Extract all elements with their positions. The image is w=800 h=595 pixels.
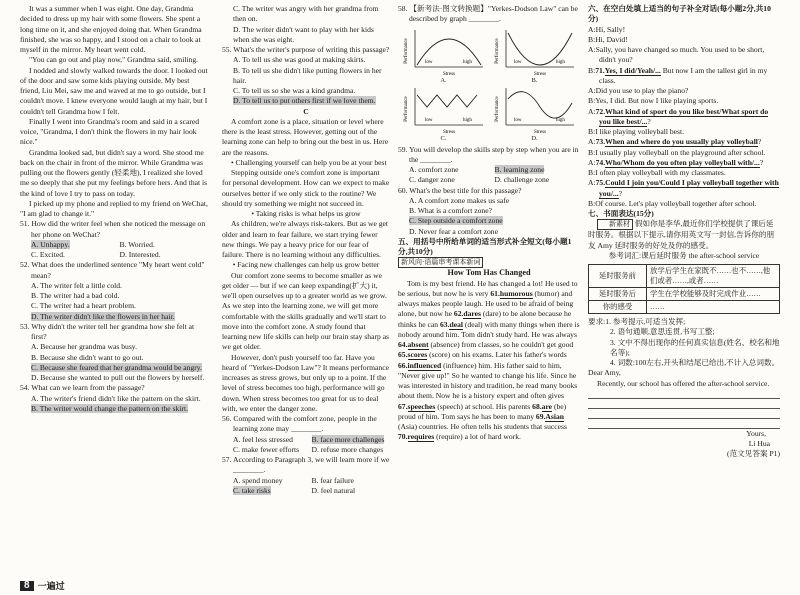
q59-option-b[interactable]: B. learning zone — [494, 165, 545, 174]
column-3 — [398, 4, 580, 443]
dialog-text: Hi, Sally! — [595, 24, 626, 34]
dialog-text: Sally, you have changed so much. You used to be short, didn't you? — [595, 45, 765, 65]
cloze-number: 68. — [532, 401, 542, 411]
dialog-speaker: B: — [588, 65, 596, 75]
page-number: 8 — [20, 581, 34, 591]
dialog-line — [588, 96, 780, 106]
q59-option-d[interactable]: D. challenge zone — [494, 175, 550, 185]
q51-option-c[interactable]: C. Excited. — [31, 250, 65, 259]
dialog-text: Yes, I did. But now I like playing sports. — [595, 96, 719, 106]
q54-option-a[interactable]: A. The writer's friend didn't like the pattern on the skirt. — [31, 393, 201, 403]
row-value: …… — [647, 301, 780, 314]
writing-req-2: 2. 语句通顺,意思连贯,书写工整; — [610, 327, 715, 337]
dialog-speaker: A: — [588, 86, 596, 95]
writing-line[interactable] — [588, 399, 780, 409]
graph-a-low: low — [424, 59, 432, 65]
q51-option-a[interactable]: A. Unhappy. — [31, 239, 70, 249]
dialog-speaker: A: — [588, 137, 596, 147]
cloze-answer-input[interactable]: are — [541, 401, 553, 411]
cloze-answer-input[interactable]: deal — [449, 319, 463, 329]
graph-a-xlabel: Stress — [442, 71, 455, 77]
dialog-text: Hi, David! — [595, 34, 628, 44]
q55-option-c[interactable]: C. To tell us so she was a kind grandma. — [233, 86, 356, 95]
dialog-number: 71. — [595, 65, 605, 75]
q59-options-2 — [398, 175, 580, 185]
cloze-number: 70. — [398, 432, 408, 442]
q53-option-b[interactable]: B. Because she didn't want to go out. — [31, 352, 144, 362]
q59-option-c[interactable]: C. danger zone — [409, 175, 455, 185]
graph-b[interactable] — [489, 27, 580, 85]
cloze-number: 66. — [398, 360, 408, 370]
cloze-text: (be) proud of him. Tom says he has been to many — [398, 401, 567, 421]
graph-b-label: B. — [531, 76, 538, 84]
passage-c-p5: However, don't push yourself too far. Have you heard of "Yerkes-Dodson Law"? It means performance increases as stress grows, but only up to a point. If the level of stress becomes too high, performance will go down. When stress becomes too great for us to deal with, we enter the danger zone. — [222, 352, 389, 413]
q58-stem: 58. 【新考法·图文转换题】"Yerkes-Dodson Law" can be described by graph ________. — [398, 4, 578, 24]
dialog-number: 74. — [595, 157, 606, 167]
dialog-speaker: B: — [588, 198, 596, 208]
dialog-answer-input[interactable]: Yes, I did/Yeah/... — [604, 65, 661, 75]
q52-option-b[interactable]: B. The writer had a bad cold. — [31, 291, 120, 300]
q54-option-b[interactable]: B. The writer would change the pattern on the skirt. — [31, 403, 188, 413]
letter-close-1: Yours, — [746, 428, 766, 438]
cloze-number: 69. — [535, 411, 546, 421]
cloze-answer-input[interactable]: dares — [463, 309, 481, 319]
graph-d[interactable] — [489, 85, 580, 143]
cloze-answer-input[interactable]: Asian — [545, 411, 564, 421]
dialog-line — [588, 66, 780, 87]
q57-stem: 57. According to Paragraph 3, we will learn more if we ________. — [222, 455, 390, 475]
graph-b-xlabel: Stress — [533, 71, 546, 77]
cloze-title: How Tom Has Changed — [447, 268, 531, 278]
cloze-text: (dare) to be alone because he thinks he can — [398, 309, 572, 329]
graph-c[interactable] — [398, 85, 489, 143]
cloze-text: (require) a lot of hard work. — [434, 432, 521, 442]
dialog-speaker: A: — [588, 106, 596, 116]
dialog-text: I like playing volleyball best. — [595, 127, 684, 136]
q53-stem: 53. Why didn't the writer tell her grandma how she felt at first? — [20, 321, 195, 341]
brand-logo: 一遍过 — [37, 580, 65, 591]
section-5-tag-row — [398, 257, 580, 268]
q59-stem: 59. You will develop the skills step by step when you are in the ________. — [398, 144, 579, 164]
q60-option-d[interactable]: D. Never fear a comfort zone — [409, 226, 498, 236]
q55-stem: 55. What's the writer's purpose of writing this passage? — [222, 45, 390, 54]
dialog-answer-input[interactable]: When and where do you usually play volleyball — [605, 137, 758, 147]
graph-a[interactable] — [398, 27, 489, 85]
dialog-speaker: B: — [588, 34, 596, 44]
q52-stem: 52. What does the underlined sentence "My heart went cold" mean? — [20, 260, 205, 280]
q55-option-b[interactable]: B. To tell us she didn't like putting flowers in her hair. — [233, 65, 382, 85]
cloze-text: (speech) at school. His parents — [435, 401, 533, 411]
row-value: 放学后学生在家既不……也不……,他们或者……,或者…… — [647, 265, 780, 288]
q55-option-d[interactable]: D. To tell us to put others first if we love them. — [233, 96, 376, 106]
cloze-number: 64. — [398, 340, 408, 349]
table-row — [589, 301, 780, 314]
section-c-heading: C — [303, 106, 309, 116]
writing-line[interactable] — [588, 409, 780, 419]
cloze-text: (influence) him. His father said to him, "Never give up!" So he wanted to change his life. Since he was interested in history and tradition, he read many books about them. Now he is a history expert and often gives — [398, 360, 578, 401]
writing-refer: 参考词汇:课后延时服务 the after-school service — [608, 250, 760, 260]
q56-options-2 — [222, 445, 390, 455]
table-row — [589, 288, 780, 301]
q51-options — [20, 240, 208, 250]
dialog-line — [588, 107, 780, 128]
dialog-text: ? — [759, 157, 764, 167]
writing-prompt-text: 假如你是李华,最近你们学校提供了课后延时服务。根据以下提示,请你用英文写一封信,告诉你的朋友 Amy 延时服务的好处及你的感受。 — [588, 219, 775, 250]
dialog-line — [588, 127, 780, 137]
q57-option-c[interactable]: C. take risks — [233, 485, 271, 495]
dialog-speaker: B: — [588, 96, 596, 106]
q57-options — [222, 476, 390, 486]
graph-b-low: low — [513, 59, 521, 65]
dialog-number: 75. — [595, 178, 606, 188]
writing-prompt — [588, 219, 780, 251]
cloze-text: Tom is my best friend. He has changed a lot! He used to be serious, but now he is very — [398, 278, 578, 298]
graph-b-ylabel: Performance — [494, 37, 500, 64]
q57-option-b[interactable]: B. fear failure — [311, 475, 354, 485]
graph-d-high: high — [555, 117, 565, 123]
letter-first-line: Recently, our school has offered the after-school service. — [597, 378, 770, 388]
dialog-text: I usually play volleyball on the playground after school. — [595, 147, 766, 157]
cloze-passage — [398, 279, 580, 443]
q53-option-d[interactable]: D. Because she wanted to pull out the flowers by herself. — [31, 373, 205, 382]
dialog-line — [588, 86, 780, 96]
section-5-tag: 新风向·语篇串考课本新词 — [398, 257, 483, 268]
q51-options-2 — [20, 250, 208, 260]
section-6-heading: 六、在空白处填上适当的句子补全对话(每小题2分,共10分) — [588, 4, 771, 24]
cloze-number: 62. — [453, 309, 464, 319]
q60-option-a[interactable]: A. A comfort zone makes us safe — [409, 195, 510, 205]
writing-req-4: 4. 词数:100左右,开头和结尾已给出,不计入总词数。 — [610, 358, 780, 367]
q53-option-a[interactable]: A. Because her grandma was busy. — [31, 342, 137, 352]
cloze-answer-input[interactable]: influenced — [407, 360, 442, 370]
cloze-number: 65. — [398, 350, 408, 360]
column-1 — [20, 4, 208, 414]
row-value: 学生在学校能够及时完成作业…… — [647, 288, 780, 301]
dialog-line — [588, 137, 780, 147]
dialog-line — [588, 178, 780, 199]
writing-req-3: 3. 文中不得出现你的任何真实信息(姓名、校名和地名等); — [610, 337, 780, 357]
dialog-line — [588, 148, 780, 158]
graph-d-ylabel: Performance — [494, 95, 500, 122]
passage-c-p4: Our comfort zone seems to become smaller as we get older — but if we can keep expanding(扩大) it, we'll open ourselves up to a greater world as we grow. As we step into the learning zone, we will get more comfortable with the skills gradually and we'll start to move into the comfort zone. A study found that learning new life skills can help our brain stay sharp as we get older. — [222, 270, 390, 352]
graph-d-xlabel: Stress — [533, 129, 546, 135]
q53-option-c[interactable]: C. Because she feared that her grandma would be angry. — [31, 362, 202, 372]
writing-line[interactable] — [588, 389, 780, 399]
dialog-line — [588, 158, 780, 168]
graph-d-label: D. — [531, 134, 538, 142]
dialog-speaker: A: — [588, 178, 596, 188]
q56-options — [222, 435, 390, 445]
passage-c-point3: • Facing new challenges can help us grow better — [232, 260, 380, 270]
cloze-number: 67. — [398, 401, 408, 411]
dialog-speaker: A: — [588, 157, 596, 167]
q57-option-a[interactable]: A. spend money — [233, 475, 283, 485]
passage-b-p2: "You can go out and play now," Grandma said, smiling. — [29, 55, 199, 65]
passage-c-point2: • Taking risks is what helps us grow — [251, 209, 361, 218]
q56-option-a[interactable]: A. feel less stressed — [233, 434, 293, 444]
row-key: 延时服务前 — [589, 265, 647, 288]
passage-b-p1: It was a summer when I was eight. One day, Grandma decided to dress up my hair with some flowers. She spent a long time on it, and she enjoyed doing that. When Grandma finished, she was so happy, and I stood on a chair to look at myself in the mirror. My heart went cold. — [20, 4, 202, 54]
q56-option-c[interactable]: C. make fewer efforts — [233, 444, 300, 454]
cloze-number: 63. — [439, 319, 450, 329]
cloze-answer-input[interactable]: requires — [407, 432, 435, 442]
cloze-text: (deal) with many things when there is nobody around him. Tom didn't study hard. He was always — [398, 319, 580, 339]
cloze-number: 61. — [490, 288, 500, 298]
dialog-number: 73. — [595, 137, 606, 147]
dialog-answer-input[interactable]: Who/Whom do you often play volleyball with/... — [605, 157, 760, 167]
dialog-line — [588, 45, 780, 66]
dialog-line — [588, 168, 780, 178]
q59-option-a[interactable]: A. comfort zone — [409, 165, 459, 174]
passage-c-p3: As children, we're always risk-takers. But as we get older and learn to fear failure, we start trying fewer new things. We pay a heavy price for our fear of failure. There is no learning without any difficulties. — [222, 219, 388, 259]
row-key: 你的感受 — [589, 301, 647, 314]
answer-ref: (范文见答案 P1) — [727, 449, 780, 459]
q58-graphs — [398, 27, 580, 143]
dialog-text: ? — [647, 116, 651, 126]
graph-b-high: high — [555, 59, 565, 65]
cloze-text: (Asia) countries. He often tells his students that success — [398, 422, 567, 431]
q56-option-b[interactable]: B. face more challenges — [311, 434, 385, 444]
cloze-text: (humor) and always makes people laugh. He used to be afraid of being alone, but now he — [398, 288, 574, 319]
passage-b-p5: Grandma looked sad, but didn't say a word. She stood me back on the chair in front of the mirror. While Grandma was pulling out the flowers gently (轻柔地), I realized she loved me so deeply that she put my feelings before hers. And that is the kind of love I try to pass on today. — [20, 147, 208, 198]
q57-option-d[interactable]: D. feel natural — [311, 485, 356, 495]
dialog-text: Of course. Let's play volleyball together after school. — [595, 198, 757, 208]
graph-c-low: low — [424, 117, 432, 123]
q54-option-c[interactable]: C. The writer was angry with her grandma from then on. — [233, 4, 379, 24]
q52-option-a[interactable]: A. The writer felt a little cold. — [31, 280, 122, 290]
graph-a-label: A. — [440, 76, 447, 84]
table-row — [589, 265, 780, 288]
dialog-speaker: B: — [588, 147, 596, 157]
graph-d-low: low — [513, 117, 521, 123]
dialog-number: 72. — [595, 106, 606, 116]
q54-stem: 54. What can we learn from the passage? — [20, 383, 145, 393]
dialog-text: But now I am the tallest girl in my class. — [599, 65, 768, 85]
dialog-text: I often play volleyball with my classmates. — [595, 168, 726, 177]
q51-stem: 51. How did the writer feel when she noticed the message on her phone on WeChat? — [20, 219, 206, 239]
dialog-answer-input[interactable]: Could I join you/Could I play volleyball together with you/... — [599, 178, 779, 198]
dialog-line — [588, 35, 780, 45]
passage-b-p6: I picked up my phone and replied to my friend on WeChat, "I am glad to change it." — [20, 198, 208, 218]
graph-a-ylabel: Performance — [403, 37, 409, 64]
section-5-heading: 五、用括号中所给单词的适当形式补全短文(每小题1分,共10分) — [398, 236, 572, 256]
writing-line[interactable] — [588, 419, 780, 429]
section-7-heading: 七、书面表达(15分) — [588, 209, 654, 218]
q57-options-2 — [222, 486, 390, 496]
q59-options — [398, 165, 580, 175]
q56-stem: 56. Compared with the comfort zone, people in the learning zone may ________. — [222, 414, 377, 434]
column-4 — [588, 4, 780, 460]
graph-c-high: high — [462, 117, 472, 123]
cloze-text: (absence) from classes, so he couldn't get good — [428, 340, 574, 349]
q55-option-a[interactable]: A. To tell us she was good at making skirts. — [233, 55, 366, 65]
q60-option-c[interactable]: C. Step outside a comfort zone — [409, 216, 503, 226]
writing-req-1: 要求:1. 参考提示,可适当发挥; — [588, 317, 686, 326]
graph-c-ylabel: Performance — [403, 95, 409, 122]
cloze-answer-input[interactable]: humorous — [499, 288, 533, 298]
passage-b-p3: I nodded and slowly walked towards the door. I looked out of the door and saw some kids playing outside. My best friend, Liu Mei, saw me and waved at me to go outside, but I couldn't move. I knew everyone would laugh at my hair, but I couldn't tell Grandma how I felt. — [20, 65, 208, 116]
passage-b-p4: Finally I went into Grandma's room and said in a scared voice, "Grandma, I don't think the flowers in my hair look nice." — [20, 116, 200, 147]
q56-option-d[interactable]: D. refuse more changes — [311, 444, 384, 454]
column-2 — [222, 4, 390, 496]
cloze-answer-input[interactable]: speeches — [407, 401, 436, 411]
q51-option-d[interactable]: D. Interested. — [119, 250, 161, 259]
q52-option-c[interactable]: C. The writer had a heart problem. — [31, 301, 136, 311]
dialog-speaker: A: — [588, 45, 596, 54]
dialog-text: ? — [757, 137, 762, 147]
dialog-line — [588, 199, 780, 209]
letter-opening: Dear Amy, — [588, 368, 621, 378]
dialog-speaker: B: — [588, 127, 596, 136]
q52-option-d[interactable]: D. The writer didn't like the flowers in her hair. — [31, 311, 175, 321]
cloze-text: (score) on his exams. Later his father's words — [427, 350, 567, 360]
q60-stem: 60. What's the best title for this passage? — [398, 185, 522, 195]
graph-a-high: high — [462, 59, 472, 65]
dialog-answer-input[interactable]: What kind of sport do you like best/What sport do you like best/... — [599, 106, 769, 126]
q51-option-b[interactable]: B. Worried. — [119, 239, 155, 249]
writing-table — [588, 264, 780, 314]
passage-c-p2: Stepping outside one's comfort zone is important for personal development. How can we expect to make ourselves better if we only stick to the routine? We should try something we might not succeed in. — [222, 168, 390, 208]
graph-c-label: C. — [440, 134, 447, 142]
dialog — [588, 25, 780, 210]
q60-option-b[interactable]: B. What is a comfort zone? — [409, 206, 492, 215]
writing-tag: 新素材 — [597, 219, 633, 230]
q54-option-d[interactable]: D. The writer didn't want to play with her kids when she was eight. — [233, 24, 374, 44]
letter-close-2: Li Hua — [748, 439, 770, 448]
dialog-speaker: B: — [588, 168, 596, 177]
dialog-line — [588, 25, 780, 35]
dialog-text: ? — [618, 188, 622, 198]
dialog-speaker: A: — [588, 24, 596, 34]
graph-c-xlabel: Stress — [442, 129, 455, 135]
dialog-text: Did you use to play the piano? — [595, 86, 689, 95]
cloze-answer-input[interactable]: absent — [407, 340, 429, 349]
footer — [20, 581, 65, 591]
passage-c-p1: A comfort zone is a place, situation or level where there is the least stress. However, getting out of the learning zone can help to bring out the best in us. Here are the reasons. — [222, 116, 389, 157]
row-key: 延时服务后 — [589, 288, 647, 301]
passage-c-point1: • Challenging yourself can help you be at your best — [231, 157, 387, 167]
cloze-answer-input[interactable]: scores — [407, 350, 428, 360]
